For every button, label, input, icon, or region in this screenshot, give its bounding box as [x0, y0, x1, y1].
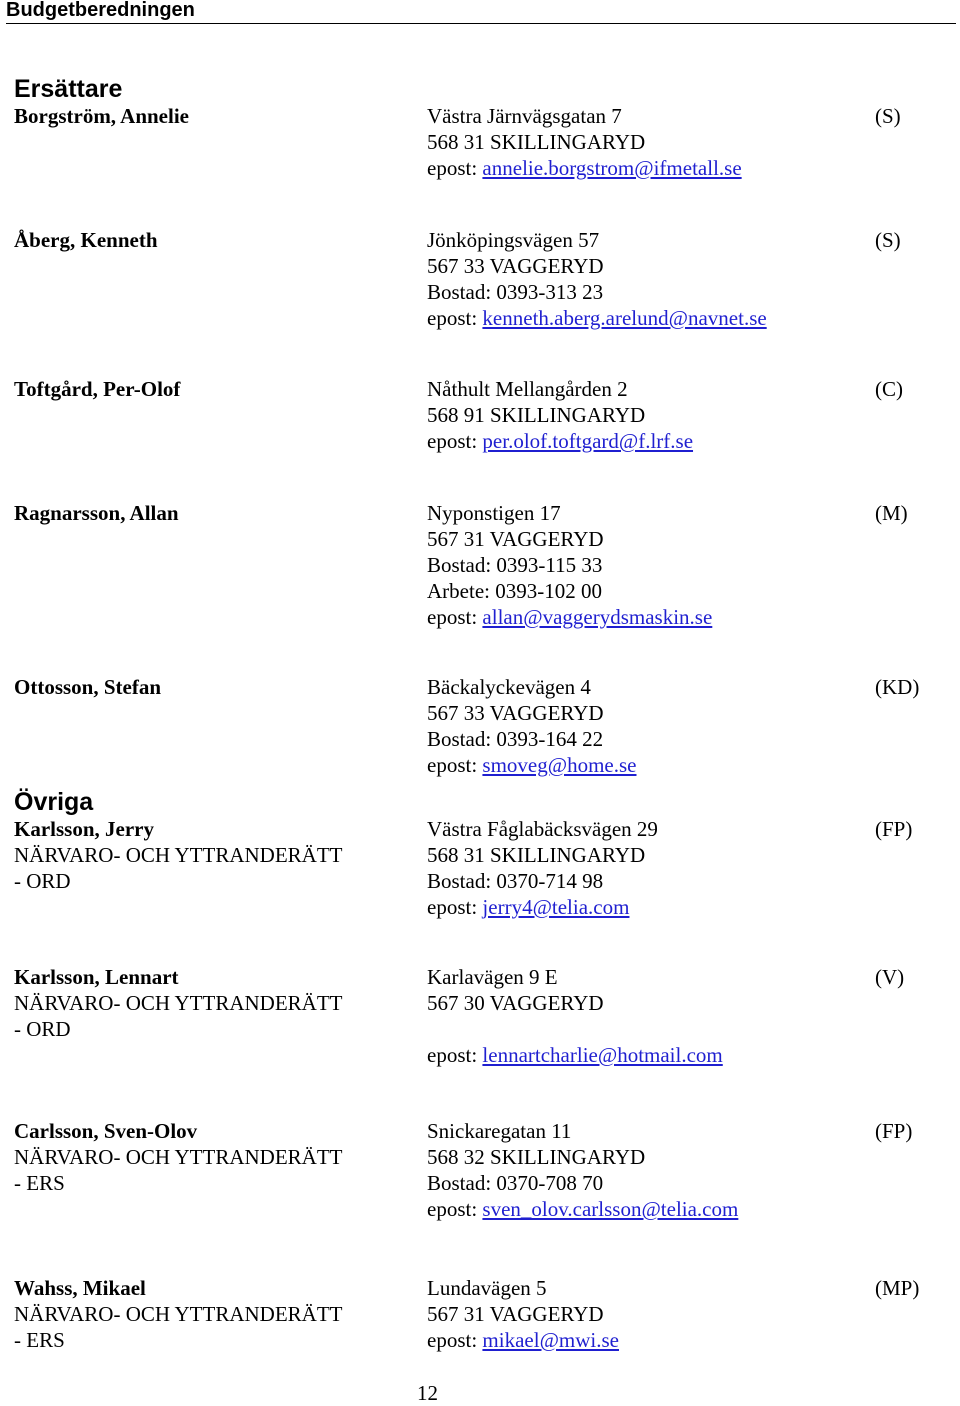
member-contact-column — [427, 964, 723, 1068]
member-name: Wahss, Mikael — [14, 1276, 146, 1300]
party-code: (C) — [875, 377, 903, 401]
address-line: Nyponstigen 17 — [427, 501, 561, 525]
member-contact-column — [427, 1275, 619, 1353]
section-heading-ovriga: Övriga — [14, 788, 94, 816]
member-role: - ORD — [14, 1017, 71, 1041]
email-link[interactable]: per.olof.toftgard@f.lrf.se — [482, 429, 694, 453]
email-label: epost: — [427, 1043, 478, 1067]
member-role: - ORD — [14, 869, 71, 893]
email-line — [427, 1327, 619, 1353]
member-contact-column — [427, 816, 658, 920]
email-label: epost: — [427, 306, 478, 330]
member-name-column — [14, 674, 161, 700]
party-code: (V) — [875, 965, 905, 989]
member-contact-column — [427, 1118, 738, 1222]
phone-line: Arbete: 0393-102 00 — [427, 579, 602, 603]
address-line: 567 33 VAGGERYD — [427, 254, 604, 278]
member-name-column — [14, 1275, 342, 1353]
email-link[interactable]: annelie.borgstrom@ifmetall.se — [482, 156, 742, 180]
address-line: Lundavägen 5 — [427, 1276, 547, 1300]
phone-line — [427, 1016, 723, 1042]
email-link[interactable]: lennartcharlie@hotmail.com — [482, 1043, 723, 1067]
address-line: 567 31 VAGGERYD — [427, 527, 604, 551]
email-label: epost: — [427, 1197, 478, 1221]
address-line: 567 31 VAGGERYD — [427, 1302, 604, 1326]
member-role: NÄRVARO- OCH YTTRANDERÄTT — [14, 1302, 343, 1326]
member-name: Ragnarsson, Allan — [14, 501, 179, 525]
party-code: (FP) — [875, 1119, 913, 1143]
member-name: Toftgård, Per-Olof — [14, 377, 181, 401]
member-name-column — [14, 227, 158, 253]
member-contact-column — [427, 376, 693, 454]
party-code: (M) — [875, 501, 908, 525]
email-link[interactable]: kenneth.aberg.arelund@navnet.se — [482, 306, 767, 330]
member-contact-column — [427, 103, 742, 181]
address-line: 568 32 SKILLINGARYD — [427, 1145, 646, 1169]
email-line — [427, 752, 637, 778]
address-line: Västra Järnvägsgatan 7 — [427, 104, 622, 128]
address-line: Nåthult Mellangården 2 — [427, 377, 628, 401]
member-role: - ERS — [14, 1171, 65, 1195]
phone-line: Bostad: 0393-164 22 — [427, 727, 604, 751]
member-role: NÄRVARO- OCH YTTRANDERÄTT — [14, 991, 343, 1015]
party-code: (KD) — [875, 675, 920, 699]
phone-line: Bostad: 0393-313 23 — [427, 280, 604, 304]
member-role: NÄRVARO- OCH YTTRANDERÄTT — [14, 1145, 343, 1169]
address-line: 568 31 SKILLINGARYD — [427, 843, 646, 867]
member-name-column — [14, 376, 180, 402]
email-line — [427, 1042, 723, 1068]
email-label: epost: — [427, 1328, 478, 1352]
address-line: Karlavägen 9 E — [427, 965, 558, 989]
member-name-column — [14, 103, 189, 129]
email-label: epost: — [427, 429, 478, 453]
email-line — [427, 155, 742, 181]
address-line: Bäckalyckevägen 4 — [427, 675, 591, 699]
phone-line: Bostad: 0393-115 33 — [427, 553, 603, 577]
address-line: Jönköpingsvägen 57 — [427, 228, 600, 252]
email-line — [427, 604, 712, 630]
email-label: epost: — [427, 605, 478, 629]
email-line — [427, 305, 767, 331]
address-line: Västra Fåglabäcksvägen 29 — [427, 817, 658, 841]
member-name-column — [14, 1118, 342, 1196]
party-code: (FP) — [875, 817, 913, 841]
section-heading-ersattare: Ersättare — [14, 75, 123, 103]
email-line — [427, 1196, 738, 1222]
email-link[interactable]: allan@vaggerydsmaskin.se — [482, 605, 713, 629]
member-name-column — [14, 964, 342, 1042]
member-name: Ottosson, Stefan — [14, 675, 162, 699]
party-code: (S) — [875, 104, 901, 128]
member-name: Borgström, Annelie — [14, 104, 189, 128]
email-link[interactable]: mikael@mwi.se — [482, 1328, 619, 1352]
member-role: NÄRVARO- OCH YTTRANDERÄTT — [14, 843, 343, 867]
member-name: Karlsson, Jerry — [14, 817, 154, 841]
email-link[interactable]: smoveg@home.se — [482, 753, 637, 777]
member-contact-column — [427, 500, 712, 630]
member-name: Karlsson, Lennart — [14, 965, 179, 989]
email-label: epost: — [427, 156, 478, 180]
party-code: (S) — [875, 228, 901, 252]
email-link[interactable]: sven_olov.carlsson@telia.com — [482, 1197, 739, 1221]
address-line: 568 31 SKILLINGARYD — [427, 130, 646, 154]
page-number: 12 — [417, 1381, 438, 1405]
email-link[interactable]: jerry4@telia.com — [482, 895, 630, 919]
address-line: 568 91 SKILLINGARYD — [427, 403, 646, 427]
party-code: (MP) — [875, 1276, 920, 1300]
document-header — [6, 0, 956, 24]
address-line: 567 30 VAGGERYD — [427, 991, 604, 1015]
email-line — [427, 894, 658, 920]
email-label: epost: — [427, 895, 478, 919]
member-name: Åberg, Kenneth — [14, 228, 158, 252]
member-name-column — [14, 500, 179, 526]
phone-line: Bostad: 0370-708 70 — [427, 1171, 604, 1195]
address-line: Snickaregatan 11 — [427, 1119, 572, 1143]
member-contact-column — [427, 227, 767, 331]
email-line — [427, 428, 693, 454]
phone-line: Bostad: 0370-714 98 — [427, 869, 604, 893]
header-title: Budgetberedningen — [6, 0, 195, 21]
email-label: epost: — [427, 753, 478, 777]
address-line: 567 33 VAGGERYD — [427, 701, 604, 725]
member-name-column — [14, 816, 342, 894]
member-name: Carlsson, Sven-Olov — [14, 1119, 198, 1143]
member-role: - ERS — [14, 1328, 65, 1352]
member-contact-column — [427, 674, 637, 778]
